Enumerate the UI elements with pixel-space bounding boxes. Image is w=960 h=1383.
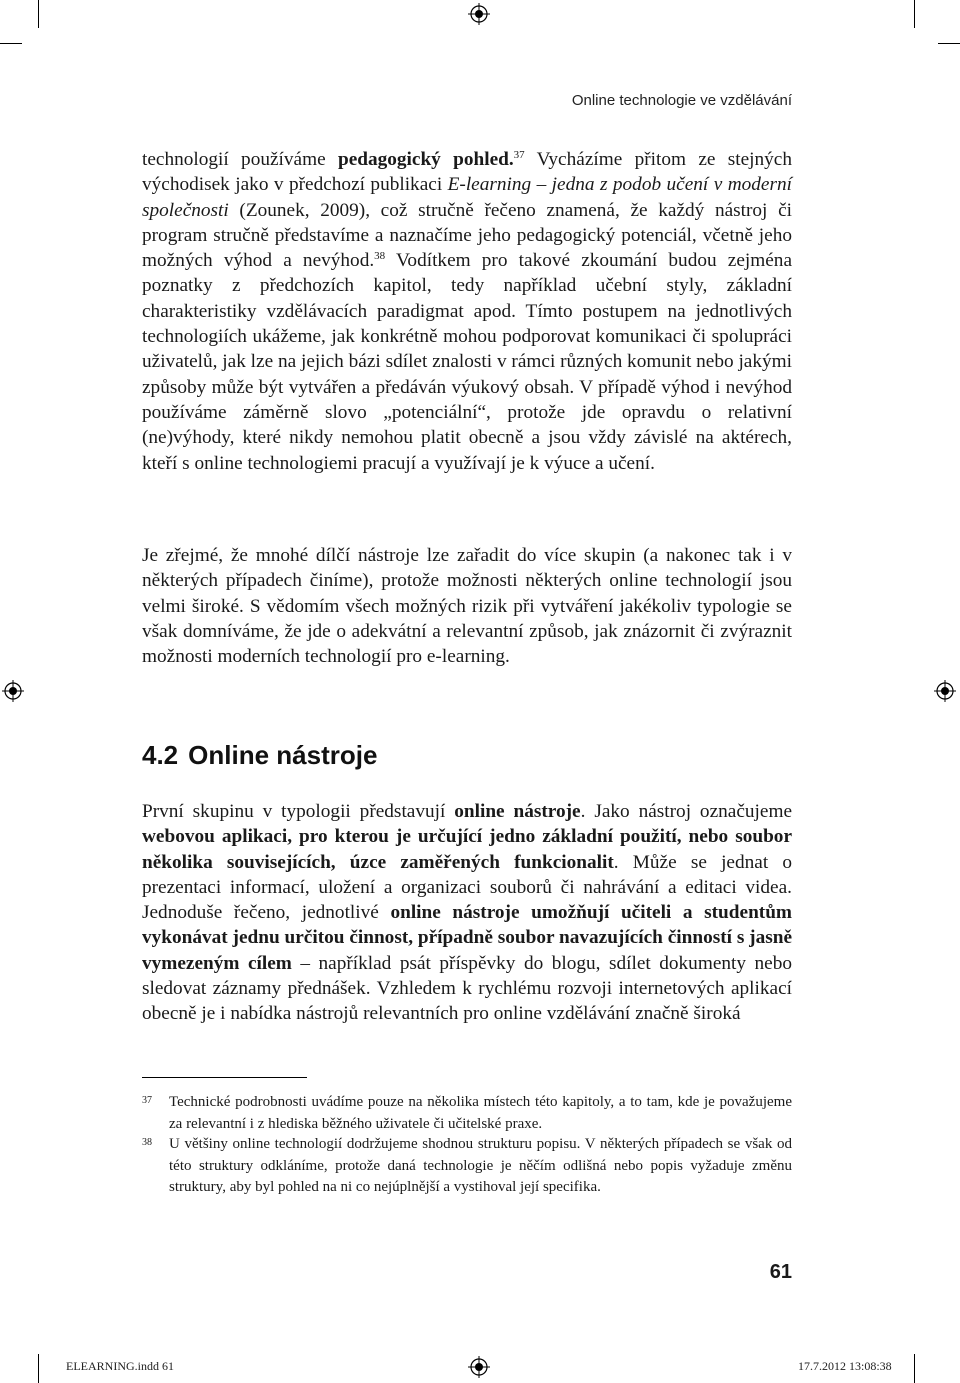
footnote	[142, 1092, 792, 1135]
footnote-text: U většiny online technologií dodržujeme shodnou strukturu popisu. V některých případech se však od této struktury odkláníme, protože daná technologie je něčím odlišná nebo popis vyžaduje změnu struktury, aby byl pohled na ni co nejúplnější a vystihoval její specifika.	[169, 1136, 792, 1195]
text-run: Vycházíme přitom ze stejných východisek jako v předchozí publikaci	[142, 149, 792, 196]
bold-text: pedagogický pohled.	[337, 149, 514, 170]
footnote-ref[interactable]: 37	[513, 149, 525, 161]
footnote	[142, 1134, 792, 1199]
crop-mark	[938, 43, 960, 44]
text-run: – například psát příspěvky do blogu, sdílet dokumenty nebo sledovat záznamy přednášek. Vzhledem k rychlému rozvoji internetových aplikací obecně je i nabídka nástrojů relevantních pro online vzdělávání značně široká	[142, 952, 792, 1025]
slug-file: ELEARNING.indd 61	[66, 1359, 174, 1373]
footnote-text: Technické podrobnosti uvádíme pouze na několika místech této kapitoly, a to tam, kde je považujeme za relevantní i z hlediska běžného uživatele či učitelské praxe.	[169, 1094, 792, 1132]
text-run: (Zounek, 2009), což stručně řečeno znamená, že každý nástroj či program stručně představíme a naznačíme jeho pedagogický potenciál, včetně jeho možných výhod a nevýhod.	[142, 199, 792, 272]
registration-mark-icon	[2, 680, 24, 702]
body-paragraph	[142, 799, 792, 1027]
body-paragraph: Je zřejmé, že mnohé dílčí nástroje lze zařadit do více skupin (a nakonec tak i v některých případech činíme), protože možnosti některých online technologií jsou velmi široké. S vědomím všech možných rizik při vytváření jakékoliv typologie se však domníváme, že jde o adekvátní a relevantní způsob, jak znázornit či zvýraznit možnosti moderních technologií pro e-learning.	[142, 545, 792, 668]
text-run: Vodítkem pro takové zkoumání budou zejména poznatky z předchozích kapitol, tedy například učební styly, základní charakteristiky vzdělávacích paradigmat apod. Tímto postupem na jednotlivých technologiích ukážeme, jak konkrétně mohou podporovat komunikaci či spolupráci uživatelů, jak lze na jejich bázi sdílet znalosti v rámci různých komunit nebo jakými způsoby může být vytvářen a předáván výukový obsah. V případě výhod i nevýhod používáme záměrně slovo „potenciální“, protože jde opravdu o relativní (ne)výhody, které nikdy nemohou platit obecně a jsou vždy závislé na aktérech, kteří s online technologiemi pracují a využívají je k výuce a učení.	[142, 250, 793, 474]
text-run: technologií používáme	[142, 149, 338, 170]
registration-mark-icon	[468, 3, 490, 25]
running-header: Online technologie ve vzdělávání	[571, 92, 792, 109]
text-run: . Jako nástroj označujeme	[580, 801, 793, 822]
crop-mark	[38, 1354, 39, 1383]
footnote-separator	[142, 1077, 307, 1078]
section-number: 4.2	[142, 740, 179, 770]
text-run: . Může se jednat o prezentaci informací, uložení a organizaci souborů či nahrávání a editaci videa. Jednoduše řečeno, jednotlivé	[142, 851, 792, 924]
crop-mark	[38, 0, 39, 28]
crop-mark	[0, 43, 22, 44]
slug-date: 17.7.2012 13:08:38	[798, 1359, 892, 1373]
crop-mark	[914, 1354, 915, 1383]
section-heading	[142, 740, 377, 771]
bold-text: online nástroje	[454, 801, 581, 822]
section-title: Online nástroje	[188, 740, 378, 770]
crop-mark	[914, 0, 915, 28]
footnote-ref[interactable]: 38	[374, 250, 386, 263]
registration-mark-icon	[468, 1356, 490, 1378]
bold-text: webovou aplikaci, pro kterou je určující jedno základní použití, nebo soubor několika souvisejících, úzce zaměřených funkcionalit	[142, 826, 792, 873]
page-number: 61	[769, 1261, 792, 1283]
italic-title: E-learning – jedna z podob učení v moderní společnosti	[142, 174, 792, 221]
footnote-number: 37	[142, 1095, 152, 1106]
body-paragraph	[142, 147, 792, 476]
bold-text: online nástroje umožňují učiteli a studentům vykonávat jednu určitou činnost, případně soubor navazujících činností s jasně vymezeným cílem	[142, 902, 792, 974]
text-run: První skupinu v typologii představují	[142, 801, 455, 822]
footnote-number: 38	[142, 1137, 152, 1148]
registration-mark-icon	[934, 680, 956, 702]
